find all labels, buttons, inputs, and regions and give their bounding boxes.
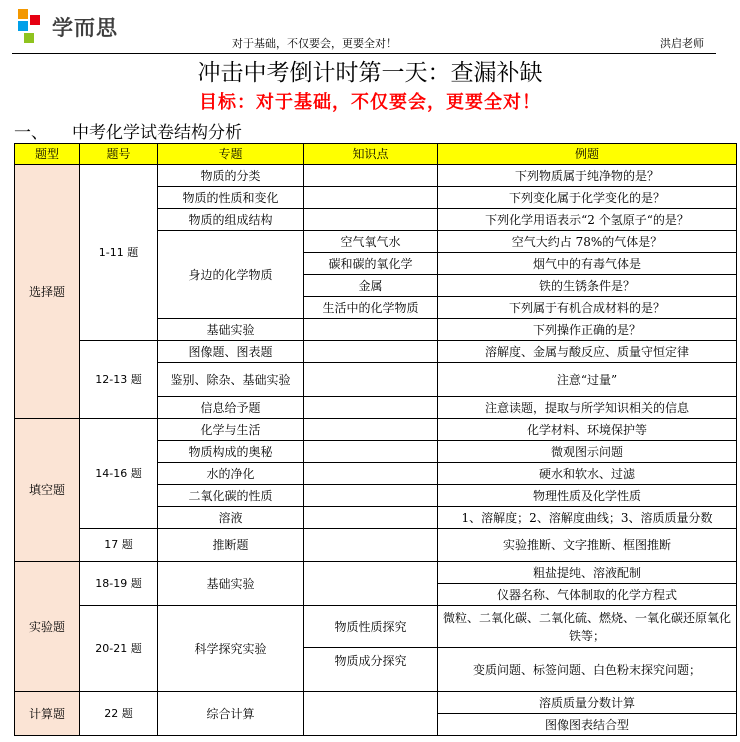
point-cell: 生活中的化学物质 bbox=[304, 297, 438, 319]
type-cell: 计算题 bbox=[15, 692, 80, 736]
section-heading bbox=[14, 118, 242, 143]
point-cell bbox=[304, 463, 438, 485]
example-cell: 空气大约占 78%的气体是？ bbox=[438, 231, 737, 253]
topic-cell: 综合计算 bbox=[158, 692, 304, 736]
point-cell bbox=[304, 441, 438, 463]
table-row bbox=[15, 692, 737, 714]
topic-cell: 信息给予题 bbox=[158, 397, 304, 419]
brand-name: 学而思 bbox=[52, 16, 118, 40]
exam-structure-table bbox=[14, 143, 737, 736]
header-cell: 题号 bbox=[80, 144, 158, 165]
example-cell: 实验推断、文字推断、框图推断 bbox=[438, 529, 737, 562]
topic-cell: 化学与生活 bbox=[158, 419, 304, 441]
topic-cell: 图像题、图表题 bbox=[158, 341, 304, 363]
topic-cell: 溶液 bbox=[158, 507, 304, 529]
topic-cell: 身边的化学物质 bbox=[158, 231, 304, 319]
number-cell: 1-11 题 bbox=[80, 165, 158, 341]
example-cell: 图像图表结合型 bbox=[438, 714, 737, 736]
example-cell: 微观图示问题 bbox=[438, 441, 737, 463]
type-cell: 实验题 bbox=[15, 562, 80, 692]
point-cell: 碳和碳的氧化学 bbox=[304, 253, 438, 275]
example-cell: 微粒、二氧化碳、二氧化硫、燃烧、一氧化碳还原氧化铁等； bbox=[438, 606, 737, 648]
example-cell: 粗盐提纯、溶液配制 bbox=[438, 562, 737, 584]
point-cell bbox=[304, 692, 438, 736]
example-cell: 溶质质量分数计算 bbox=[438, 692, 737, 714]
example-cell: 下列物质属于纯净物的是？ bbox=[438, 165, 737, 187]
point-cell bbox=[304, 529, 438, 562]
point-cell bbox=[304, 165, 438, 187]
number-cell: 14-16 题 bbox=[80, 419, 158, 529]
point-cell: 空气氧气水 bbox=[304, 231, 438, 253]
example-cell: 下列属于有机合成材料的是？ bbox=[438, 297, 737, 319]
header-cell: 例题 bbox=[438, 144, 737, 165]
example-cell: 下列变化属于化学变化的是？ bbox=[438, 187, 737, 209]
point-cell bbox=[304, 485, 438, 507]
topic-cell: 鉴别、除杂、基础实验 bbox=[158, 363, 304, 397]
example-cell: 烟气中的有毒气体是 bbox=[438, 253, 737, 275]
table-row bbox=[15, 606, 737, 648]
topic-cell: 科学探究实验 bbox=[158, 606, 304, 692]
topic-cell: 推断题 bbox=[158, 529, 304, 562]
example-cell: 注意读题，提取与所学知识相关的信息 bbox=[438, 397, 737, 419]
number-cell: 20-21 题 bbox=[80, 606, 158, 692]
header-cell: 题型 bbox=[15, 144, 80, 165]
example-cell: 变质问题、标签问题、白色粉末探究问题； bbox=[438, 648, 737, 692]
goal-title: 目标：对于基础，不仅要会，更要全对！ bbox=[199, 92, 541, 113]
number-cell: 18-19 题 bbox=[80, 562, 158, 606]
type-cell: 填空题 bbox=[15, 419, 80, 562]
topic-cell: 物质的分类 bbox=[158, 165, 304, 187]
topic-cell: 基础实验 bbox=[158, 319, 304, 341]
point-cell bbox=[304, 341, 438, 363]
point-cell: 物质成分探究 bbox=[304, 648, 438, 692]
table-header-row bbox=[15, 144, 737, 165]
logo-block-green bbox=[24, 33, 34, 43]
topic-cell: 物质的性质和变化 bbox=[158, 187, 304, 209]
header-cell: 知识点 bbox=[304, 144, 438, 165]
number-cell: 22 题 bbox=[80, 692, 158, 736]
table-row bbox=[15, 419, 737, 441]
example-cell: 化学材料、环境保护等 bbox=[438, 419, 737, 441]
point-cell bbox=[304, 209, 438, 231]
point-cell: 物质性质探究 bbox=[304, 606, 438, 648]
example-cell: 铁的生锈条件是？ bbox=[438, 275, 737, 297]
example-cell: 1、溶解度；2、溶解度曲线；3、溶质质量分数 bbox=[438, 507, 737, 529]
header-cell: 专题 bbox=[158, 144, 304, 165]
section-label: 中考化学试卷结构分析 bbox=[72, 123, 242, 143]
example-cell: 仪器名称、气体制取的化学方程式 bbox=[438, 584, 737, 606]
example-cell: 下列化学用语表示“2 个氢原子“的是？ bbox=[438, 209, 737, 231]
table-row bbox=[15, 341, 737, 363]
header-slogan: 对于基础，不仅要会，更要全对！ bbox=[232, 37, 397, 50]
point-cell bbox=[304, 507, 438, 529]
topic-cell: 物质构成的奥秘 bbox=[158, 441, 304, 463]
topic-cell: 基础实验 bbox=[158, 562, 304, 606]
logo-block-orange bbox=[18, 9, 28, 19]
topic-cell: 物质的组成结构 bbox=[158, 209, 304, 231]
type-cell: 选择题 bbox=[15, 165, 80, 419]
logo-block-blue bbox=[18, 21, 28, 31]
point-cell bbox=[304, 419, 438, 441]
example-cell: 物理性质及化学性质 bbox=[438, 485, 737, 507]
logo-block-red bbox=[30, 15, 40, 25]
example-cell: 注意“过量” bbox=[438, 363, 737, 397]
number-cell: 17 题 bbox=[80, 529, 158, 562]
table-row bbox=[15, 562, 737, 584]
point-cell bbox=[304, 363, 438, 397]
number-cell: 12-13 题 bbox=[80, 341, 158, 419]
header-teacher: 洪启老师 bbox=[660, 37, 704, 50]
section-number: 一、 bbox=[14, 123, 48, 143]
example-cell: 硬水和软水、过滤 bbox=[438, 463, 737, 485]
example-cell: 下列操作正确的是？ bbox=[438, 319, 737, 341]
point-cell: 金属 bbox=[304, 275, 438, 297]
point-cell bbox=[304, 562, 438, 606]
page-title: 冲击中考倒计时第一天：查漏补缺 bbox=[197, 60, 543, 86]
point-cell bbox=[304, 397, 438, 419]
point-cell bbox=[304, 187, 438, 209]
point-cell bbox=[304, 319, 438, 341]
table-row bbox=[15, 165, 737, 187]
table-row bbox=[15, 529, 737, 562]
example-cell: 溶解度、金属与酸反应、质量守恒定律 bbox=[438, 341, 737, 363]
topic-cell: 二氧化碳的性质 bbox=[158, 485, 304, 507]
topic-cell: 水的净化 bbox=[158, 463, 304, 485]
